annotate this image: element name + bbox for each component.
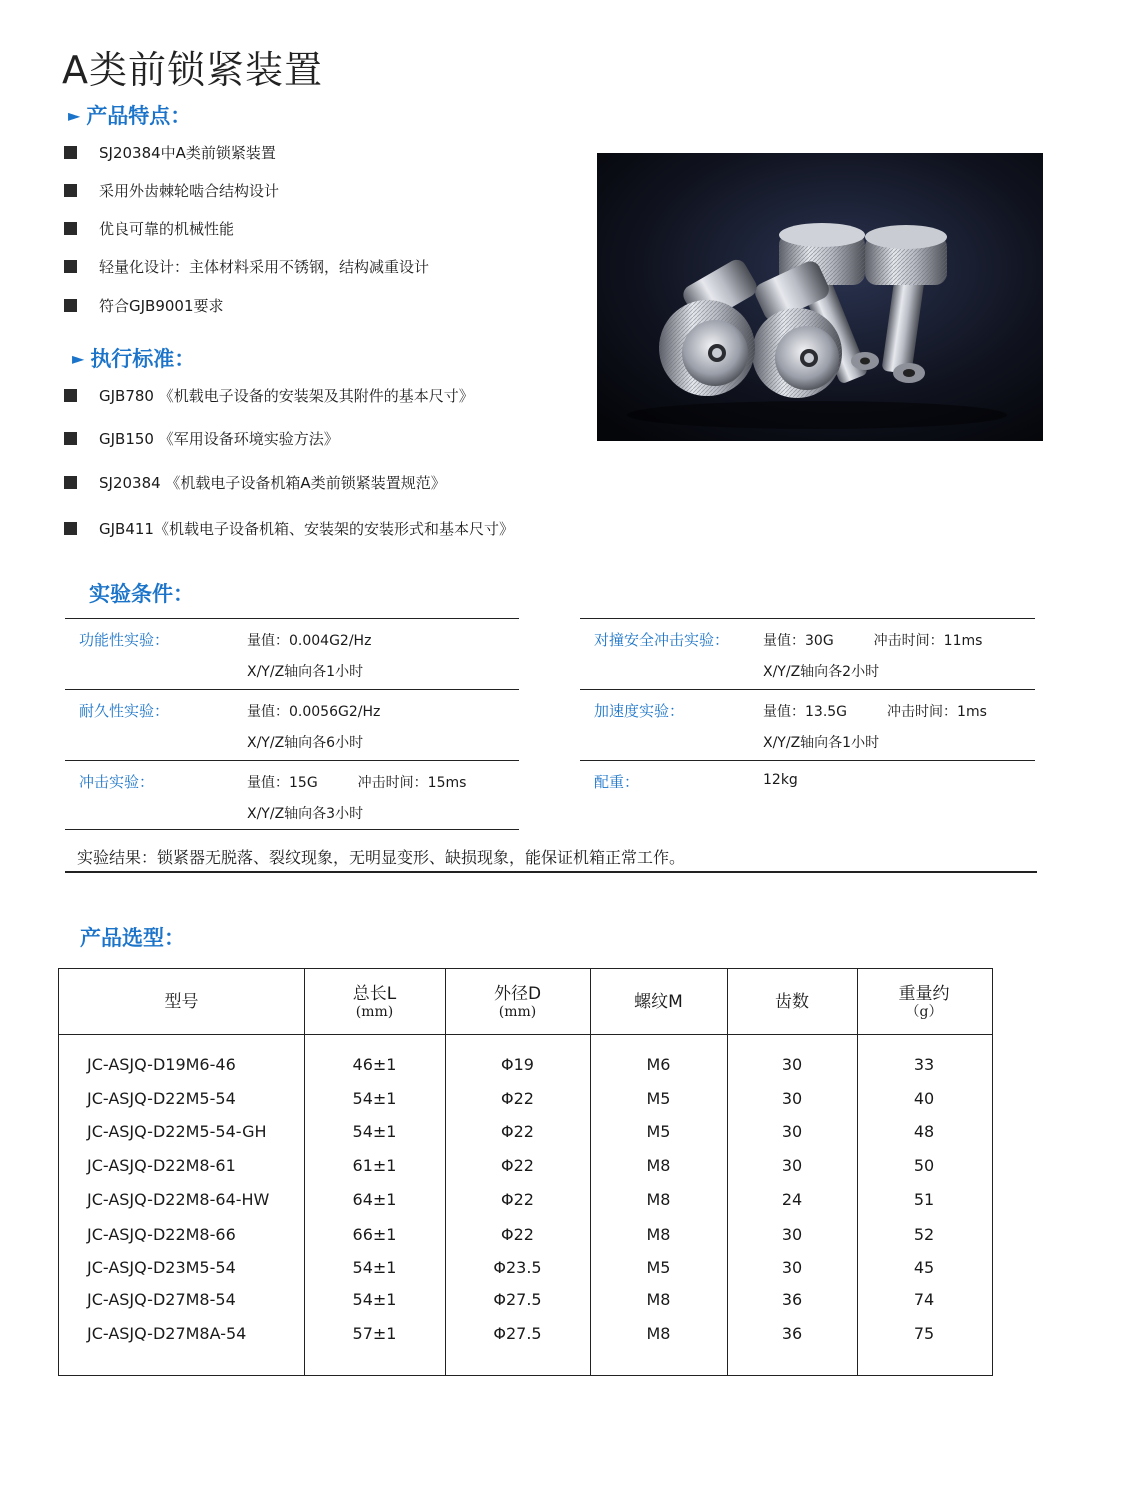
weight-cell: 48: [913, 1122, 935, 1141]
test-label: 功能性实验：: [79, 631, 170, 649]
list-item: 轻量化设计：主体材料采用不锈钢，结构减重设计: [64, 256, 429, 277]
weight-cell: 33: [913, 1055, 935, 1074]
header-divider: [59, 1034, 992, 1035]
thread-cell: M5: [646, 1258, 671, 1277]
product-photo: [597, 153, 1043, 441]
teeth-cell: 36: [781, 1290, 803, 1309]
list-item: 符合GJB9001要求: [64, 295, 224, 316]
triangle-right-icon: ►: [72, 349, 85, 368]
length-cell: 64±1: [352, 1190, 397, 1209]
square-bullet-icon: [64, 184, 77, 197]
model-cell: JC-ASJQ-D27M8A-54: [87, 1324, 247, 1343]
thread-cell: M6: [646, 1055, 671, 1074]
square-bullet-icon: [64, 146, 77, 159]
length-cell: 54±1: [352, 1122, 397, 1141]
length-cell: 61±1: [352, 1156, 397, 1175]
test-value: 量值：0.0056G2/Hz: [247, 704, 381, 720]
list-item: 采用外齿棘轮啮合结构设计: [64, 180, 279, 201]
test-label: 耐久性实验：: [79, 702, 170, 720]
model-cell: JC-ASJQ-D22M8-61: [87, 1156, 236, 1175]
length-cell: 54±1: [352, 1290, 397, 1309]
weight-cell: 45: [913, 1258, 935, 1277]
test-duration: X/Y/Z轴向各1小时: [763, 735, 880, 751]
teeth-cell: 30: [781, 1055, 803, 1074]
tests-left-column: [65, 618, 519, 831]
square-bullet-icon: [64, 299, 77, 312]
diameter-cell: Φ22: [501, 1190, 534, 1209]
list-item: GJB780 《机载电子设备的安装架及其附件的基本尺寸》: [64, 385, 474, 406]
model-cell: JC-ASJQ-D22M5-54-GH: [87, 1122, 267, 1141]
column-header-thread: 螺纹M: [634, 991, 683, 1012]
test-duration: X/Y/Z轴向各3小时: [247, 806, 364, 822]
weight-cell: 50: [913, 1156, 935, 1175]
model-cell: JC-ASJQ-D22M8-66: [87, 1225, 236, 1244]
list-item: 优良可靠的机械性能: [64, 218, 234, 239]
tests-right-column: [580, 618, 1035, 831]
diameter-cell: Φ22: [501, 1089, 534, 1108]
test-label: 配重：: [594, 773, 640, 791]
column-header-diameter: 外径D (mm): [493, 983, 542, 1020]
list-item: SJ20384中A类前锁紧装置: [64, 142, 276, 163]
thread-cell: M8: [646, 1190, 671, 1209]
test-value: 12kg: [763, 772, 798, 788]
test-row: [580, 760, 1035, 831]
standards-heading: ► 执行标准：: [72, 347, 196, 371]
weight-cell: 75: [913, 1324, 935, 1343]
list-item: GJB150 《军用设备环境实验方法》: [64, 428, 339, 449]
length-cell: 54±1: [352, 1258, 397, 1277]
length-cell: 54±1: [352, 1089, 397, 1108]
model-cell: JC-ASJQ-D22M5-54: [87, 1089, 236, 1108]
teeth-cell: 30: [781, 1122, 803, 1141]
divider: [65, 829, 519, 830]
diameter-cell: Φ27.5: [493, 1290, 542, 1309]
teeth-cell: 30: [781, 1258, 803, 1277]
test-label: 冲击实验：: [79, 773, 155, 791]
diameter-cell: Φ22: [501, 1156, 534, 1175]
test-label: 加速度实验：: [594, 702, 685, 720]
teeth-cell: 24: [781, 1190, 803, 1209]
triangle-right-icon: ►: [68, 106, 81, 125]
square-bullet-icon: [64, 432, 77, 445]
column-header-length: 总长L (mm): [352, 983, 397, 1020]
test-label: 对撞安全冲击实验：: [594, 631, 730, 649]
diameter-cell: Φ27.5: [493, 1324, 542, 1343]
square-bullet-icon: [64, 389, 77, 402]
divider: [65, 871, 1037, 873]
test-row: [580, 618, 1035, 689]
page-title: A类前锁紧装置: [62, 48, 323, 93]
thread-cell: M8: [646, 1156, 671, 1175]
test-value: 量值：30G 冲击时间：11ms: [763, 633, 983, 649]
model-cell: JC-ASJQ-D27M8-54: [87, 1290, 236, 1309]
model-cell: JC-ASJQ-D22M8-64-HW: [87, 1190, 270, 1209]
tests-heading: 实验条件：: [89, 582, 194, 606]
test-value: 量值：0.004G2/Hz: [247, 633, 372, 649]
length-cell: 46±1: [352, 1055, 397, 1074]
teeth-cell: 36: [781, 1324, 803, 1343]
locking-device-illustration: [597, 153, 1043, 441]
weight-cell: 52: [913, 1225, 935, 1244]
test-row: [65, 760, 519, 831]
model-cell: JC-ASJQ-D19M6-46: [87, 1055, 236, 1074]
length-cell: 57±1: [352, 1324, 397, 1343]
square-bullet-icon: [64, 260, 77, 273]
column-header-teeth: 齿数: [775, 991, 809, 1012]
test-row: [580, 689, 1035, 760]
length-cell: 66±1: [352, 1225, 397, 1244]
test-duration: X/Y/Z轴向各6小时: [247, 735, 364, 751]
test-duration: X/Y/Z轴向各2小时: [763, 664, 880, 680]
square-bullet-icon: [64, 522, 77, 535]
list-item: SJ20384 《机载电子设备机箱A类前锁紧装置规范》: [64, 472, 446, 493]
features-heading: ► 产品特点：: [68, 104, 192, 128]
product-selection-table: [58, 968, 993, 1376]
weight-cell: 51: [913, 1190, 935, 1209]
teeth-cell: 30: [781, 1225, 803, 1244]
model-cell: JC-ASJQ-D23M5-54: [87, 1258, 236, 1277]
weight-cell: 74: [913, 1290, 935, 1309]
thread-cell: M5: [646, 1122, 671, 1141]
square-bullet-icon: [64, 222, 77, 235]
teeth-cell: 30: [781, 1089, 803, 1108]
diameter-cell: Φ22: [501, 1122, 534, 1141]
test-value: 量值：15G 冲击时间：15ms: [247, 775, 467, 791]
column-header-model: 型号: [164, 991, 199, 1012]
thread-cell: M8: [646, 1225, 671, 1244]
test-row: [65, 689, 519, 760]
teeth-cell: 30: [781, 1156, 803, 1175]
thread-cell: M8: [646, 1290, 671, 1309]
test-duration: X/Y/Z轴向各1小时: [247, 664, 364, 680]
test-result: 实验结果：锁紧器无脱落、裂纹现象，无明显变形、缺损现象，能保证机箱正常工作。: [77, 848, 686, 867]
test-row: [65, 618, 519, 689]
thread-cell: M5: [646, 1089, 671, 1108]
thread-cell: M8: [646, 1324, 671, 1343]
test-value: 量值：13.5G 冲击时间：1ms: [763, 704, 987, 720]
diameter-cell: Φ19: [501, 1055, 534, 1074]
weight-cell: 40: [913, 1089, 935, 1108]
column-header-weight: 重量约 （g）: [898, 983, 950, 1020]
selection-heading: 产品选型：: [80, 926, 185, 950]
list-item: GJB411《机载电子设备机箱、安装架的安装形式和基本尺寸》: [64, 518, 514, 539]
diameter-cell: Φ22: [501, 1225, 534, 1244]
diameter-cell: Φ23.5: [493, 1258, 542, 1277]
square-bullet-icon: [64, 476, 77, 489]
